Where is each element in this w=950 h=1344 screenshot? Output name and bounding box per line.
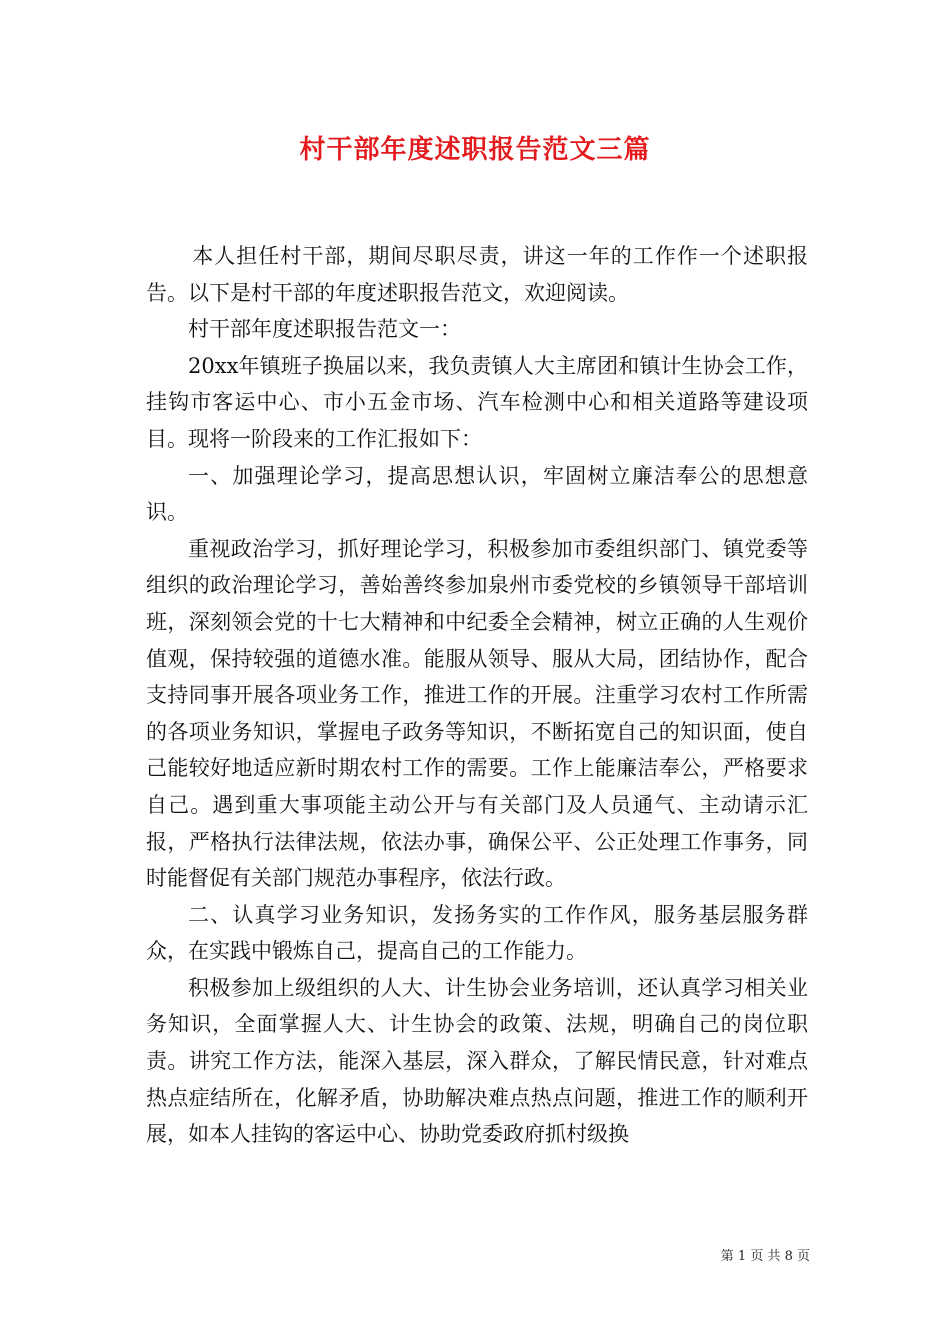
paragraph-overview: 20xx年镇班子换届以来，我负责镇人大主席团和镇计生协会工作，挂钩市客运中心、市小五金市场、汽车检测中心和相关道路等建设项目。现将一阶段来的工作汇报如下：: [146, 353, 808, 451]
paragraph-section-two-heading: 二、认真学习业务知识，发扬务实的工作作风，服务基层服务群众，在实践中锻炼自己，提高自己的工作能力。: [146, 902, 808, 964]
paragraph-section-one-body: 重视政治学习，抓好理论学习，积极参加市委组织部门、镇党委等组织的政治理论学习，善始善终参加泉州市委党校的乡镇领导干部培训班，深刻领会党的十七大精神和中纪委全会精神，树立正确的人生观价值观，保持较强的道德水准。能服从领导、服从大局，团结协作，配合支持同事开展各项业务工作，推进工作的开展。注重学习农村工作所需的各项业务知识，掌握电子政务等知识，不断拓宽自己的知识面，使自己能较好地适应新时期农村工作的需要。工作上能廉洁奉公，严格要求自己。遇到重大事项能主动公开与有关部门及人员通气、主动请示汇报，严格执行法律法规，依法办事，确保公平、公正处理工作事务，同时能督促有关部门规范办事程序，依法行政。: [146, 536, 808, 891]
paragraph-section-one-heading: 一、加强理论学习，提高思想认识，牢固树立廉洁奉公的思想意识。: [146, 463, 808, 525]
paragraph-section-two-body: 积极参加上级组织的人大、计生协会业务培训，还认真学习相关业务知识，全面掌握人大、计生协会的政策、法规，明确自己的岗位职责。讲究工作方法，能深入基层，深入群众，了解民情民意，针对难点热点症结所在，化解矛盾，协助解决难点热点问题，推进工作的顺利开展，如本人挂钩的客运中心、协助党委政府抓村级换: [146, 975, 808, 1147]
document-title: 村干部年度述职报告范文三篇: [299, 135, 651, 165]
document-body: [146, 238, 808, 1153]
page-footer: 第 1 页 共 8 页: [720, 1249, 810, 1264]
paragraph-intro: 本人担任村干部，期间尽职尽责，讲这一年的工作作一个述职报告。以下是村干部的年度述职报告范文，欢迎阅读。: [146, 244, 808, 305]
paragraph-heading-sample-one: 村干部年度述职报告范文一：: [188, 317, 461, 342]
